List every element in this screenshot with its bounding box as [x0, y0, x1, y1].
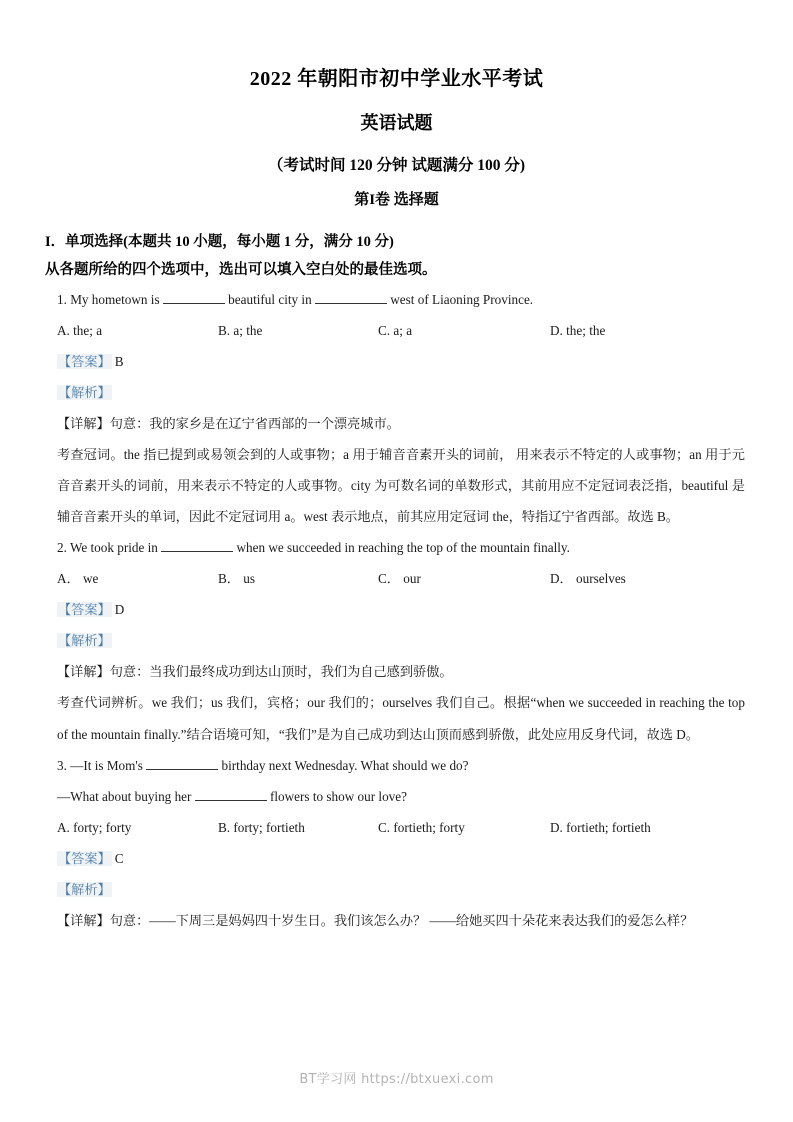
answer-line: [57, 843, 745, 874]
answer-line: [57, 594, 745, 625]
answer-blank: [315, 291, 387, 305]
explanation-text: 考查冠词。the 指已提到或易领会到的人或事物；a 用于辅音音素开头的词前， 用来表示不特定的人或事物；an 用于元音音素开头的词前，用来表示不特定的人或事物。city 为可数名词的单数形式，其前用应不定冠词表泛指，beautiful 是辅音音素开头的单词，因此不定冠词用 a。west 表示地点，前其应用定冠词 the，特指辽宁省西部。故选 B。: [57, 447, 745, 525]
detail-lead-text: 句意：当我们最终成功到达山顶时，我们为自己感到骄傲。: [109, 664, 453, 680]
question-stem-pre: My hometown is: [70, 292, 160, 308]
question-stem-line-2: [57, 781, 745, 812]
page-subtitle: 英语试题: [360, 113, 433, 133]
question-stem-pre: —What about buying her: [57, 788, 192, 804]
option-c[interactable]: C． our: [378, 571, 421, 587]
option-d[interactable]: D. fortieth; fortieth: [550, 819, 651, 835]
exam-part-label: 第I卷 选择题: [354, 192, 439, 209]
analysis-line: [57, 874, 745, 905]
question-stem-post: west of Liaoning Province.: [390, 292, 534, 308]
question-stem-post: birthday next Wednesday. What should we do?: [221, 757, 469, 773]
question-item: [57, 750, 745, 936]
question-number: 3.: [57, 757, 67, 773]
explanation-text: 考查代词辨析。we 我们；us 我们，宾格；our 我们的；ourselves 我们自己。根据“when we succeeded in reaching the top of the mountain finally.”结合语境可知，“我们”是为自己成功到达山顶而感到骄傲，此处应用反身代词，故选 D。: [57, 695, 745, 742]
option-a[interactable]: A． we: [57, 571, 99, 587]
question-item: [57, 532, 745, 749]
answer-label: 【答案】: [58, 354, 111, 370]
detail-label: 【详解】: [57, 912, 110, 928]
question-options: [57, 812, 745, 843]
question-number: 2.: [57, 540, 67, 556]
question-options: [57, 563, 745, 594]
option-b[interactable]: B. a; the: [218, 323, 263, 339]
answer-blank: [146, 756, 218, 770]
answer-blank: [161, 539, 233, 553]
option-a[interactable]: A. forty; forty: [57, 819, 132, 835]
analysis-line: [57, 625, 745, 656]
analysis-label: 【解析】: [58, 881, 111, 897]
answer-label: 【答案】: [58, 850, 111, 866]
question-item: [57, 284, 745, 532]
option-a[interactable]: A. the; a: [57, 323, 103, 339]
answer-value: D: [114, 602, 125, 618]
detail-lead-line: [57, 656, 745, 687]
section-header-block: [0, 228, 793, 285]
site-watermark: BT学习网 https://btxuexi.com: [299, 1072, 494, 1087]
question-stem: [57, 532, 745, 563]
question-stem-line-1: [57, 750, 745, 781]
question-stem-pre: —It is Mom's: [70, 757, 143, 773]
option-b[interactable]: B． us: [218, 571, 256, 587]
answer-value: C: [114, 850, 124, 866]
answer-value: B: [114, 354, 124, 370]
question-stem-post: when we succeeded in reaching the top of the mountain finally.: [236, 540, 570, 556]
question-number: 1.: [57, 292, 67, 308]
detail-lead-line: [57, 408, 745, 439]
option-c[interactable]: C. fortieth; forty: [378, 819, 465, 835]
detail-lead-text: 句意：我的家乡是在辽宁省西部的一个漂亮城市。: [109, 416, 400, 432]
answer-label: 【答案】: [58, 602, 111, 618]
analysis-label: 【解析】: [58, 385, 111, 401]
answer-blank: [195, 787, 267, 801]
detail-label: 【详解】: [57, 416, 110, 432]
option-b[interactable]: B. forty; fortieth: [218, 819, 305, 835]
detail-label: 【详解】: [57, 664, 110, 680]
option-d[interactable]: D． ourselves: [550, 571, 626, 587]
option-c[interactable]: C. a; a: [378, 323, 413, 339]
question-stem-pre: We took pride in: [69, 540, 158, 556]
question-stem: [57, 284, 745, 315]
option-d[interactable]: D. the; the: [550, 323, 606, 339]
questions-container: [0, 284, 793, 935]
answer-line: [57, 346, 745, 377]
analysis-line: [57, 377, 745, 408]
section-heading: I．单项选择(本题共 10 小题，每小题 1 分，满分 10 分): [45, 233, 394, 250]
question-options: [57, 315, 745, 346]
detail-lead-text: 句意：——下周三是妈妈四十岁生日。我们该怎么办？ ——给她买四十朵花来表达我们的爱怎么样？: [109, 912, 694, 928]
answer-blank: [163, 291, 225, 305]
section-instruction: 从各题所给的四个选项中，选出可以填入空白处的最佳选项。: [45, 262, 437, 279]
page-title: 2022 年朝阳市初中学业水平考试: [249, 68, 544, 90]
analysis-label: 【解析】: [58, 633, 111, 649]
question-stem-mid: beautiful city in: [228, 292, 312, 308]
exam-meta-info: （考试时间 120 分钟 试题满分 100 分): [267, 157, 526, 174]
detail-lead-line: [57, 905, 745, 936]
question-stem-post: flowers to show our love?: [270, 788, 407, 804]
